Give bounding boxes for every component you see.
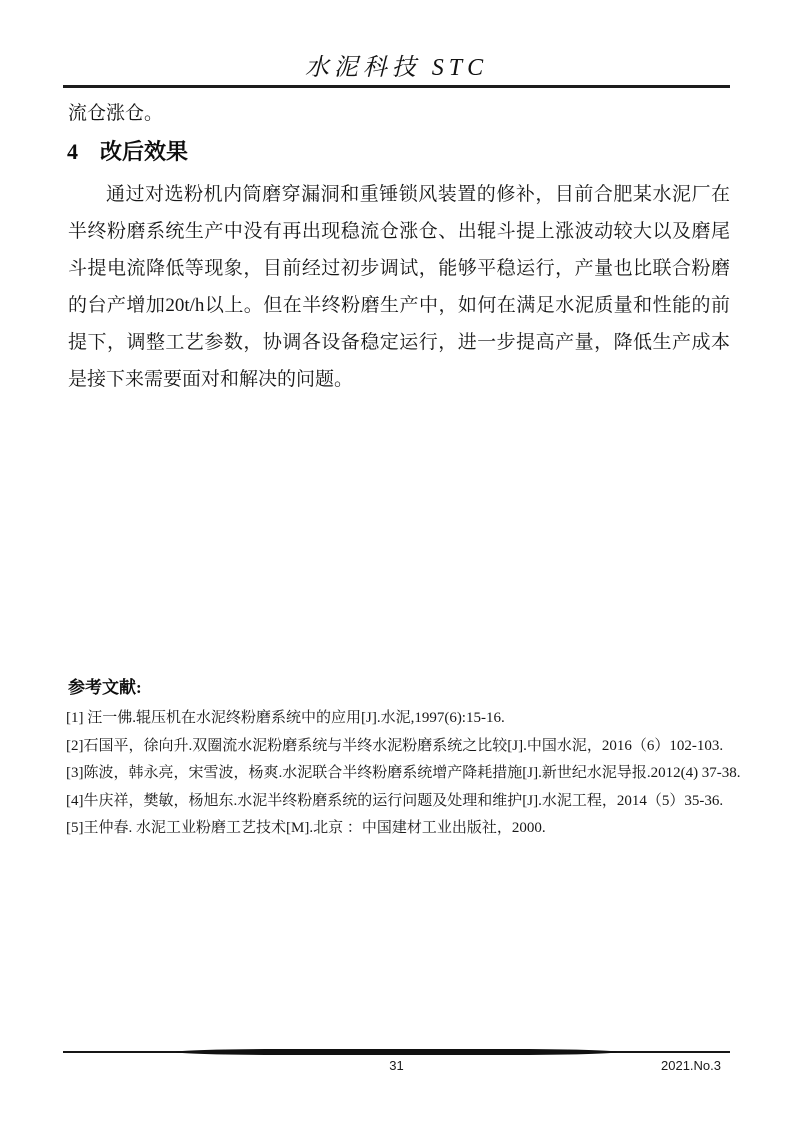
journal-title: 水泥科技 STC	[304, 55, 489, 81]
reference-item: [2]石国平，徐向升.双圈流水泥粉磨系统与半终水泥粉磨系统之比较[J].中国水泥，2016（6）102-103.	[66, 737, 724, 754]
section-number: 4	[67, 139, 78, 164]
reference-item: [1] 汪一佛.辊压机在水泥终粉磨系统中的应用[J].水泥,1997(6):15-16.	[66, 710, 505, 726]
footer-divider	[63, 1051, 730, 1053]
header-divider	[63, 85, 730, 88]
reference-item: [4]牛庆祥，樊敏，杨旭东.水泥半终粉磨系统的运行问题及处理和维护[J].水泥工程，2014（5）35-36.	[66, 792, 724, 809]
reference-item: [5]王仲春. 水泥工业粉磨工艺技术[M].北京 ：中国建材工业出版社，2000.	[66, 820, 546, 836]
references-section	[66, 673, 741, 843]
references-heading: 参考文献:	[68, 678, 142, 697]
page-number: 31	[389, 1058, 404, 1073]
body-paragraph: 通过对选粉机内筒磨穿漏洞和重锤锁风装置的修补，目前合肥某水泥厂在半终粉磨系统生产中没有再出现稳流仓涨仓、出辊斗提上涨波动较大以及磨尾斗提电流降低等现象，目前经过初步调试，能够平稳运行，产量也比联合粉磨的台产增加20t/h以上。但在半终粉磨生产中，如何在满足水泥质量和性能的前提下，调整工艺参数，协调各设备稳定运行，进一步提高产量，降低生产成本是接下来需要面对和解决的问题。	[68, 184, 730, 390]
section-title: 改后效果	[100, 139, 189, 164]
carryover-text: 流仓涨仓。	[68, 103, 164, 124]
section-heading	[67, 135, 188, 166]
issue-label: 2021.No.3	[661, 1058, 721, 1073]
reference-item: [3]陈波，韩永亮，宋雪波，杨爽.水泥联合半终粉磨系统增产降耗措施[J].新世纪水泥导报.2012(4) 37-38.	[66, 765, 741, 781]
